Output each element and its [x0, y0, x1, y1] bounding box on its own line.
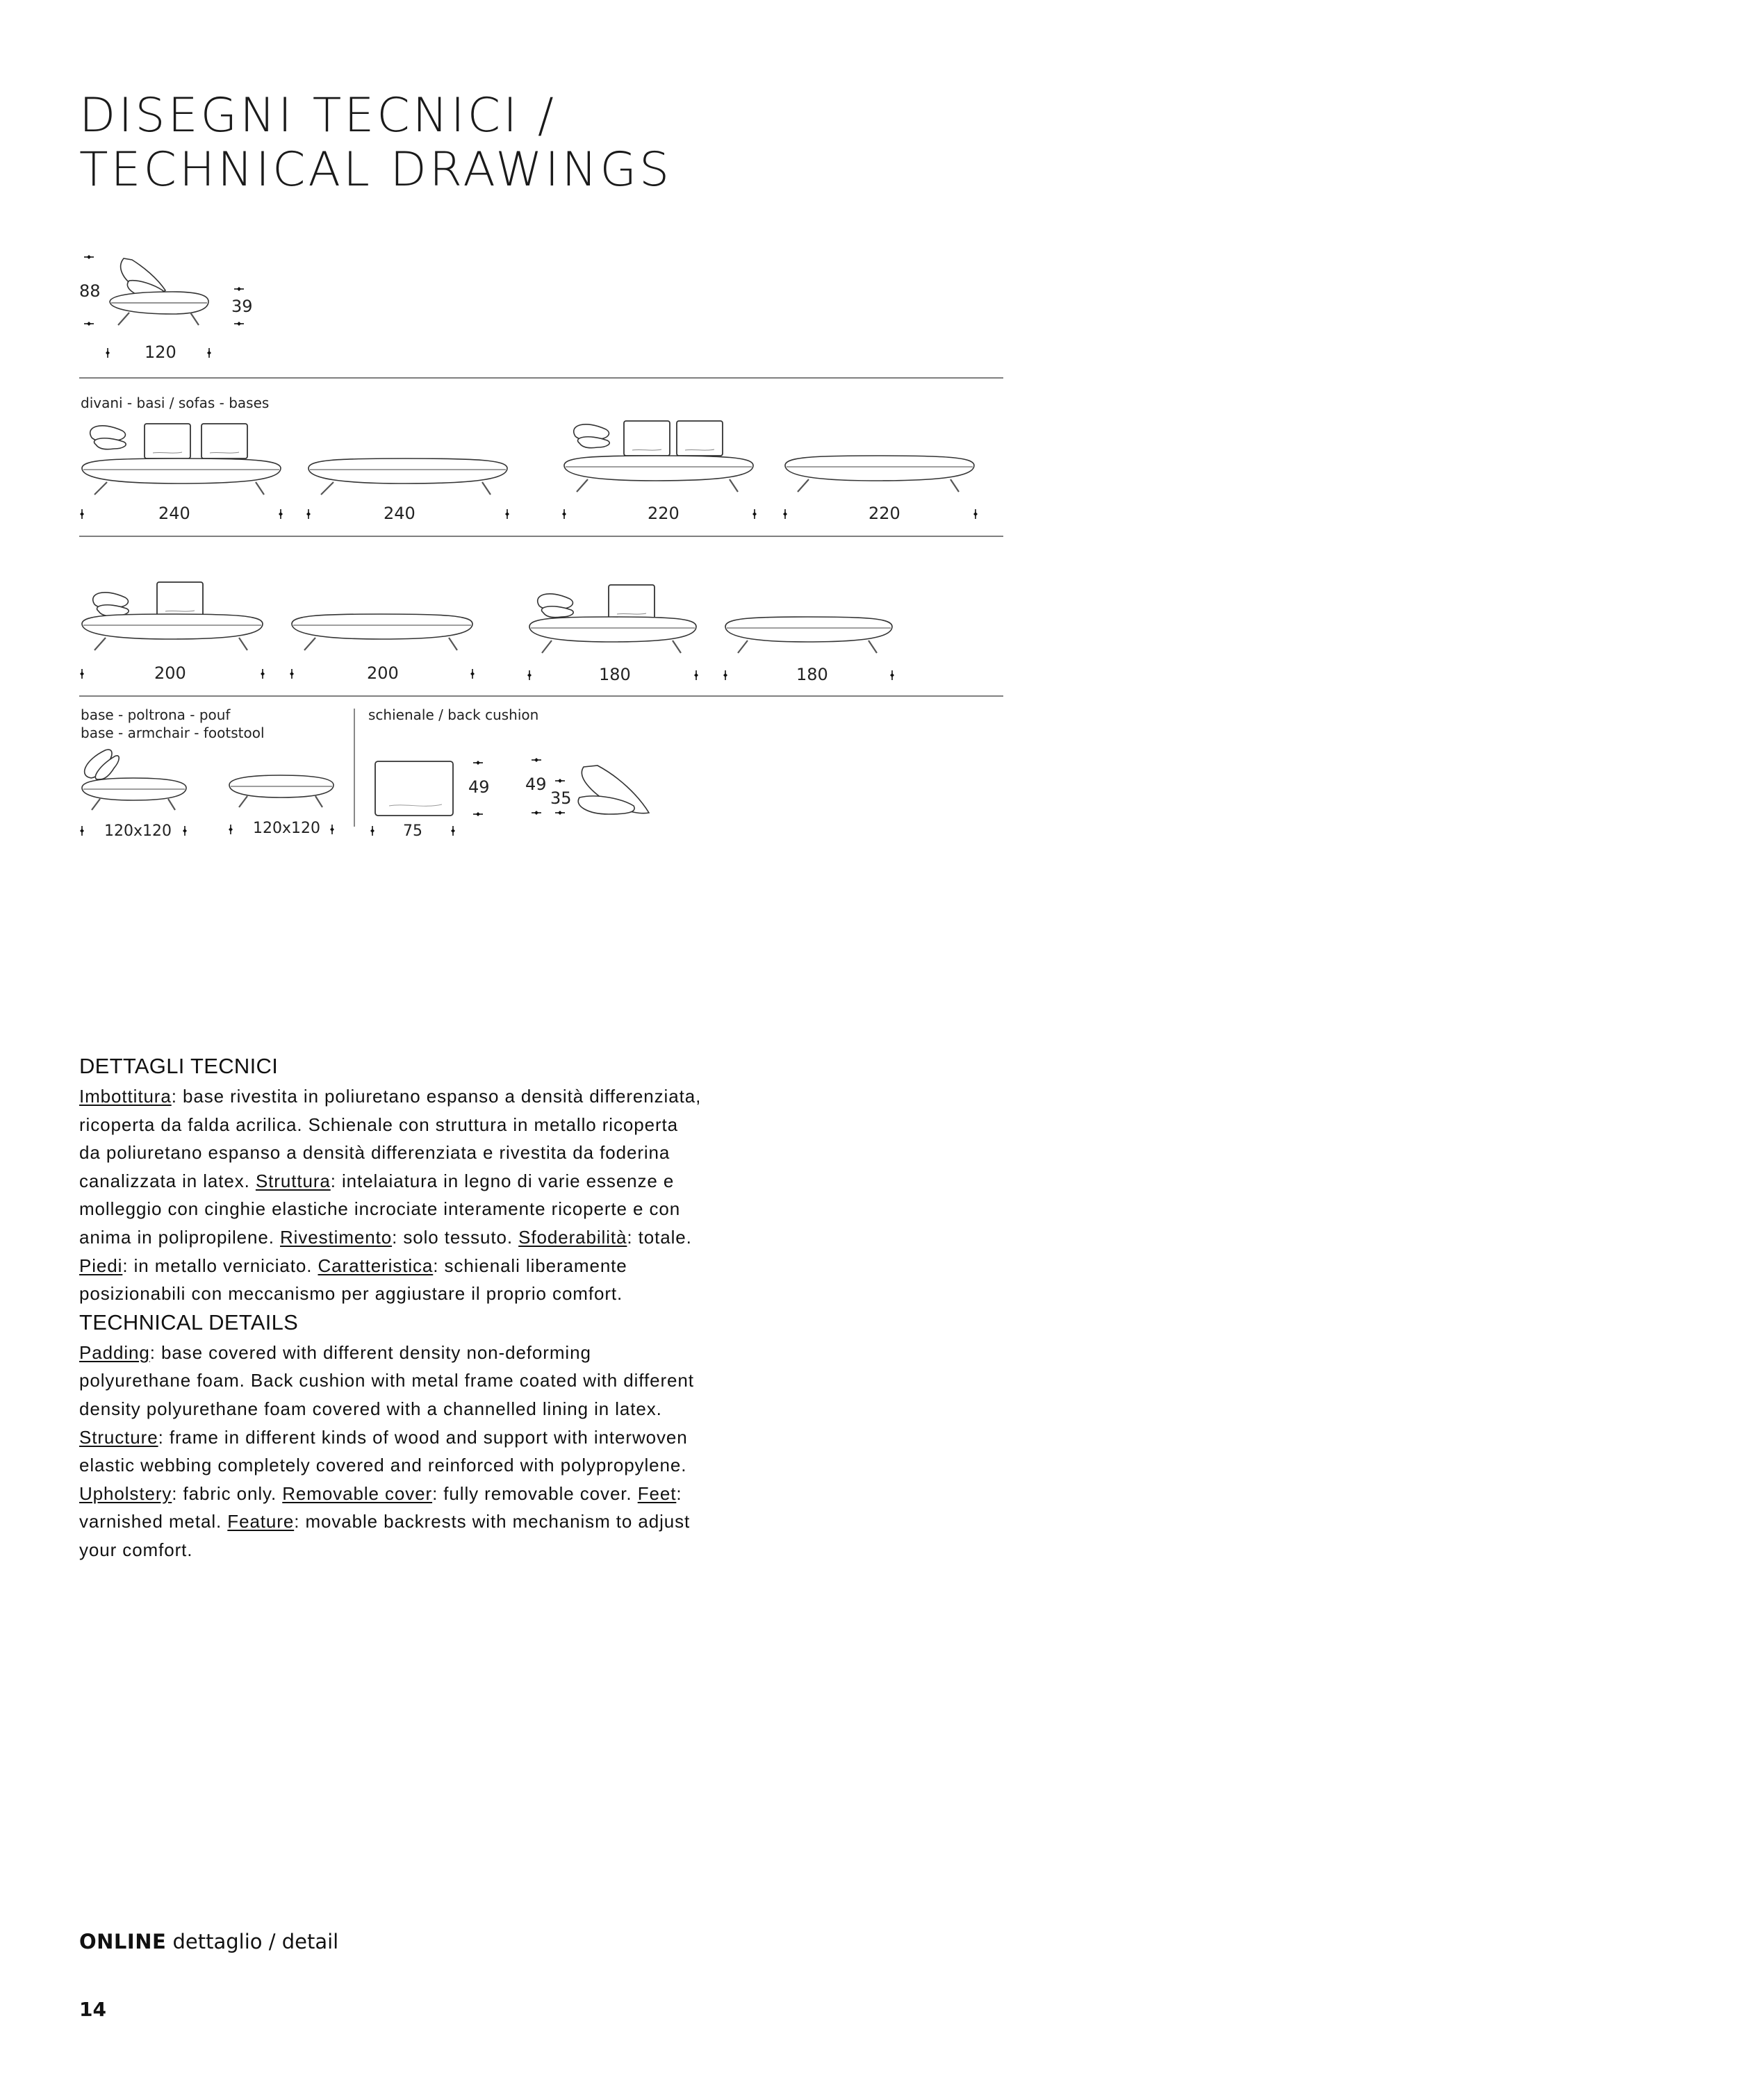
term-padding: Padding [79, 1341, 150, 1363]
cushion-section-label: schienale / back cushion [368, 706, 539, 723]
title-line-1: DISEGNI TECNICI / [79, 88, 557, 143]
details-it-text-4: : totale. [627, 1226, 692, 1248]
overview-width: 120 [145, 342, 176, 362]
term-struttura: Struttura [255, 1170, 331, 1191]
details-en-text-3: : fabric only. [172, 1482, 283, 1504]
sofa-row-1 [80, 421, 978, 519]
sofa-dim-2: 240 [384, 504, 415, 523]
overview-seat-height: 39 [231, 297, 253, 316]
details-en-text-1: : base covered with different density non-deforming polyurethane foam. Back cushion with metal frame coated with different density polyurethane foam covered with a channelled lining in latex. [79, 1341, 694, 1419]
details-heading-en: TECHNICAL DETAILS [79, 1309, 299, 1334]
technical-drawings [0, 0, 1737, 903]
term-feet: Feet [637, 1482, 677, 1504]
details-en-text-2: : frame in different kinds of wood and support with interwoven elastic webbing completely covered and reinforced with polypropylene. [79, 1426, 688, 1476]
detail-label: dettaglio / detail [172, 1930, 339, 1953]
cushion-side-depth: 35 [550, 788, 572, 808]
overview-height: 88 [79, 281, 101, 301]
online-detail-footer [79, 1930, 338, 1953]
cushion-height: 49 [468, 777, 490, 797]
term-structure: Structure [79, 1426, 158, 1448]
term-sfoderabilita: Sfoderabilità [518, 1226, 627, 1248]
online-label: ONLINE [79, 1930, 167, 1953]
cushion-width: 75 [403, 822, 422, 840]
term-removable-cover: Removable cover [282, 1482, 433, 1504]
sofa-dim-6: 200 [367, 663, 399, 683]
details-it-text-5: : in metallo verniciato. [122, 1255, 318, 1276]
details-en-text-5: : varnished metal. [79, 1482, 682, 1532]
title-line-2: TECHNICAL DRAWINGS [79, 142, 673, 197]
cushion-side-height: 49 [525, 775, 547, 794]
page-number: 14 [79, 1998, 106, 2021]
term-upholstery: Upholstery [79, 1482, 172, 1504]
technical-details [79, 1052, 705, 1564]
bases-label-it: base - poltrona - pouf [81, 706, 231, 723]
sofa-dim-5: 200 [154, 663, 186, 683]
details-en-text-4: : fully removable cover. [432, 1482, 638, 1504]
base-dim-1: 120x120 [104, 822, 172, 840]
details-text-en [79, 1339, 705, 1564]
sofa-dim-8: 180 [796, 665, 828, 684]
details-it-text-2: : intelaiatura in legno di varie essenze e molleggio con cinghie elastiche incrociate interamente ricoperte e con anima in polipropilene. [79, 1170, 681, 1248]
drawings-canvas [0, 0, 1737, 903]
term-imbottitura: Imbottitura [79, 1086, 172, 1107]
details-it-text-3: : solo tessuto. [392, 1226, 519, 1248]
base-dim-2: 120x120 [253, 820, 321, 837]
bases-label-en: base - armchair - footstool [81, 725, 265, 741]
details-it-text-6: : schienali liberamente posizionabili con meccanismo per aggiustare il proprio comfort. [79, 1255, 627, 1305]
details-text-it [79, 1082, 705, 1308]
sofa-dim-4: 220 [868, 504, 900, 523]
term-caratteristica: Caratteristica [318, 1255, 434, 1276]
details-en-text-6: : movable backrests with mechanism to adjust your comfort. [79, 1511, 691, 1560]
sofas-section-label: divani - basi / sofas - bases [81, 395, 270, 411]
sofa-dim-3: 220 [648, 504, 680, 523]
term-feature: Feature [227, 1511, 295, 1532]
term-rivestimento: Rivestimento [280, 1226, 393, 1248]
details-it-text-1: : base rivestita in poliuretano espanso a densità differenziata, ricoperta da falda acrilica. Schienale con struttura in metallo ricoperta da poliuretano espanso a densità differenziata e rivestita da foderina canalizzata in latex. [79, 1086, 702, 1191]
sofa-dim-7: 180 [599, 665, 631, 684]
details-heading-it: DETTAGLI TECNICI [79, 1054, 279, 1078]
sofa-row-2 [80, 582, 894, 683]
sofa-dim-1: 240 [158, 504, 190, 523]
term-piedi: Piedi [79, 1255, 123, 1276]
